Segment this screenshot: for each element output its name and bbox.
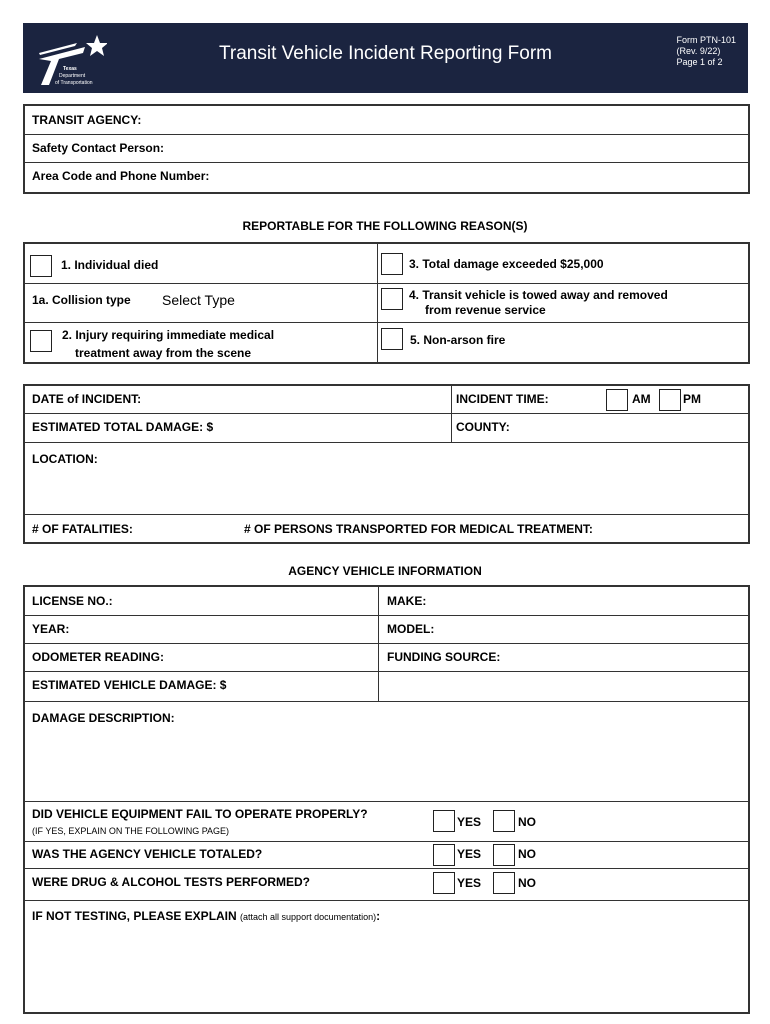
totaled-yes-checkbox[interactable] xyxy=(433,844,455,866)
reason-3-checkbox[interactable] xyxy=(381,253,403,275)
year-field[interactable]: YEAR: xyxy=(32,622,70,636)
svg-text:Texas: Texas xyxy=(63,66,77,72)
reason-2-label-line1: 2. Injury requiring immediate medical xyxy=(62,328,275,342)
fail-yes-label: YES xyxy=(457,815,482,829)
am-label: AM xyxy=(632,392,651,406)
reason-1-label: 1. Individual died xyxy=(61,258,159,272)
totaled-no-label: NO xyxy=(518,847,536,861)
reason-4-label-line2: from revenue service xyxy=(425,303,546,317)
fatalities-field[interactable]: # OF FATALITIES: xyxy=(32,522,133,536)
pm-label: PM xyxy=(683,392,701,406)
transported-field[interactable]: # OF PERSONS TRANSPORTED FOR MEDICAL TREATMENT: xyxy=(244,522,593,536)
make-field[interactable]: MAKE: xyxy=(387,594,427,608)
vehicle-totaled-question: WAS THE AGENCY VEHICLE TOTALED? xyxy=(32,847,263,861)
safety-contact-field[interactable]: Safety Contact Person: xyxy=(32,141,165,155)
drug-no-checkbox[interactable] xyxy=(493,872,515,894)
vehicle-damage-field[interactable]: ESTIMATED VEHICLE DAMAGE: $ xyxy=(32,678,227,692)
am-checkbox[interactable] xyxy=(606,389,628,411)
incident-section xyxy=(23,384,750,544)
drug-yes-checkbox[interactable] xyxy=(433,872,455,894)
reason-4-checkbox[interactable] xyxy=(381,288,403,310)
totaled-yes-label: YES xyxy=(457,847,482,861)
collision-type-select[interactable]: Select Type xyxy=(162,292,235,308)
drug-yes-label: YES xyxy=(457,876,482,890)
incident-date-field[interactable]: DATE of INCIDENT: xyxy=(32,392,142,406)
drug-tests-question: WERE DRUG & ALCOHOL TESTS PERFORMED? xyxy=(32,875,311,889)
fail-no-label: NO xyxy=(518,815,536,829)
form-meta xyxy=(676,35,736,68)
odometer-field[interactable]: ODOMETER READING: xyxy=(32,650,164,664)
totaled-no-checkbox[interactable] xyxy=(493,844,515,866)
reason-1-checkbox[interactable] xyxy=(30,255,52,277)
equipment-fail-question: DID VEHICLE EQUIPMENT FAIL TO OPERATE PROPERLY? xyxy=(32,807,368,821)
explain-label: IF NOT TESTING, PLEASE EXPLAIN xyxy=(32,909,237,923)
collision-type-label: 1a. Collision type xyxy=(32,293,131,307)
model-field[interactable]: MODEL: xyxy=(387,622,435,636)
reason-2-checkbox[interactable] xyxy=(30,330,52,352)
equipment-fail-note: (IF YES, EXPLAIN ON THE FOLLOWING PAGE) xyxy=(32,826,230,836)
drug-no-label: NO xyxy=(518,876,536,890)
reason-3-label: 3. Total damage exceeded $25,000 xyxy=(409,257,604,271)
svg-text:of Transportation: of Transportation xyxy=(55,80,93,86)
funding-field[interactable]: FUNDING SOURCE: xyxy=(387,650,501,664)
form-revision: (Rev. 9/22) xyxy=(676,46,721,56)
form-header xyxy=(23,23,748,93)
reason-4-label-line1: 4. Transit vehicle is towed away and removed xyxy=(409,288,668,302)
damage-description-field[interactable]: DAMAGE DESCRIPTION: xyxy=(32,711,175,725)
fail-yes-checkbox[interactable] xyxy=(433,810,455,832)
county-field[interactable]: COUNTY: xyxy=(456,420,510,434)
page-number: Page 1 of 2 xyxy=(676,57,723,67)
location-field[interactable]: LOCATION: xyxy=(32,452,98,466)
license-field[interactable]: LICENSE NO.: xyxy=(32,594,113,608)
fail-no-checkbox[interactable] xyxy=(493,810,515,832)
form-title: Transit Vehicle Incident Reporting Form xyxy=(218,43,552,64)
explain-colon: : xyxy=(376,909,381,923)
vehicle-title: AGENCY VEHICLE INFORMATION xyxy=(288,564,482,578)
reason-2-label-line2: treatment away from the scene xyxy=(75,346,252,360)
not-testing-explain-field[interactable] xyxy=(32,909,380,923)
reason-5-label: 5. Non-arson fire xyxy=(410,333,506,347)
incident-time-field[interactable]: INCIDENT TIME: xyxy=(456,392,549,406)
estimated-damage-field[interactable]: ESTIMATED TOTAL DAMAGE: $ xyxy=(32,420,214,434)
transit-agency-field[interactable]: TRANSIT AGENCY: xyxy=(32,113,142,127)
explain-note: (attach all support documentation) xyxy=(240,912,377,922)
phone-field[interactable]: Area Code and Phone Number: xyxy=(32,169,210,183)
svg-text:Department: Department xyxy=(59,73,86,79)
form-id: Form PTN-101 xyxy=(676,35,736,45)
reasons-title: REPORTABLE FOR THE FOLLOWING REASON(S) xyxy=(242,219,528,233)
reason-5-checkbox[interactable] xyxy=(381,328,403,350)
pm-checkbox[interactable] xyxy=(659,389,681,411)
